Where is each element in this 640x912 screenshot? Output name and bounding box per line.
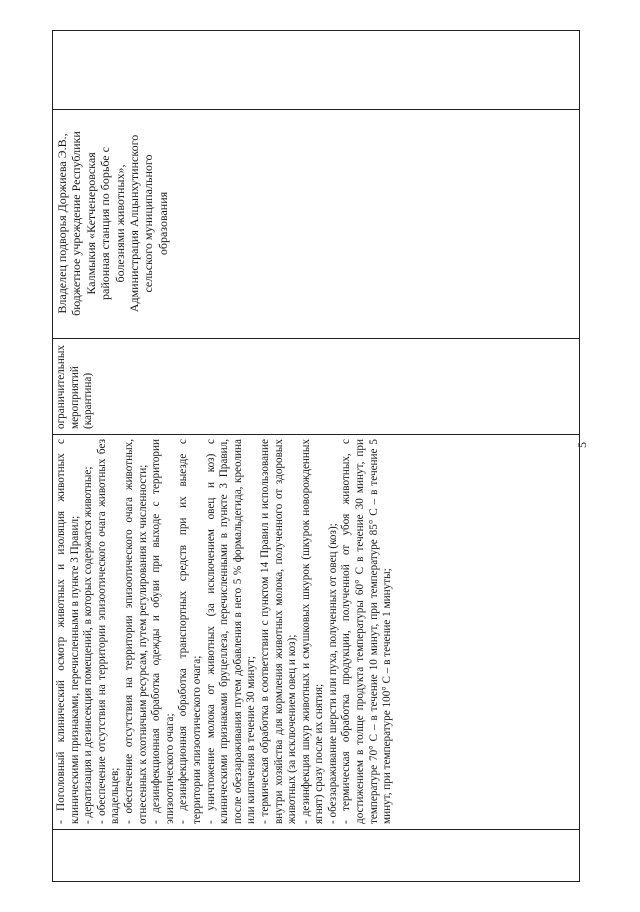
executor-line: Владелец подворья Доржиева Э.В., [55,133,69,314]
measure-item: - уничтожение молока от животных (за исключением овец и коз) с клиническими признаками бруцеллеза, перечисленными в пункте 3 Правил, после обеззараживания путем добавления в него 5 % формальдегида, креолина или кипячения в течение 30 минут; [204,439,258,824]
table-column-empty-left [53,829,579,881]
measures-table [52,30,580,882]
table-column-empty-right [53,31,579,109]
measure-item: - обеззараживание шерсти или пуха, полученных от овец (коз); [326,523,339,824]
measure-item: - Поголовный клинический осмотр животных и изоляция животных с клиническими признаками, перечисленными в пункте 3 Правил; [55,439,81,824]
executor-line: районная станция по борьбе с [98,147,113,300]
page-number: 5 [575,442,589,448]
measure-item: - термическая обработка продукции, полученной от убоя животных, с достижением в толще продукта температуры 60° С в течение 30 минут, при температуре 70° С – в течение 10 минут, при температуре 85° С – в течение 5 минут, при температуре 100° С – в течение 1 минуты; [340,439,394,824]
executor-line: бюджетное учреждение Республики [69,131,84,316]
measure-item: - дератизация и дезинсекция помещений, в которых содержатся животные; [82,466,95,824]
measure-item: - обеспечение отсутствия на территории эпизоотического очага животных, отнесенных к охотничьим ресурсам, путем регулирования их численности; [122,439,149,824]
regime-line: ограничительных [55,345,67,429]
table-column-executors [53,109,579,338]
measure-item: - дезинфекционная обработка одежды и обуви при выходе с территории эпизоотического очага; [150,439,176,824]
executors-cell [55,131,170,316]
regime-cell [55,342,96,429]
executor-line: Администрация Алцынхутинского [127,134,142,313]
measure-item: - термическая обработка в соответствии с пунктом 14 Правил и использование внутри хозяйства для кормления животных молока, полученного от здоровых животных (за исключением овец и коз); [258,439,299,824]
measure-item: - обеспечение отсутствия на территории эпизоотического очага животных без владельцев; [95,439,122,824]
measure-item: - дезинфекция шкур животных и смушковых шкурок (шкурок новорожденных ягнят) сразу после их снятия; [299,439,326,824]
measure-item: - дезинфекционная обработка транспортных средств при их выезде с территории эпизоотического очага; [177,439,203,824]
executor-line: образования [155,191,170,256]
regime-line: мероприятий [68,366,81,429]
executor-line: Калмыкия «Кетченеровская [83,152,98,295]
executor-line: сельского муниципального [141,154,156,293]
regime-line: (карантина) [82,372,95,429]
measures-list [55,439,395,824]
table-column-measures [53,434,579,829]
rotated-page [52,30,580,882]
executor-line: болезнями животных», [112,164,127,283]
table-column-regime [53,338,579,434]
